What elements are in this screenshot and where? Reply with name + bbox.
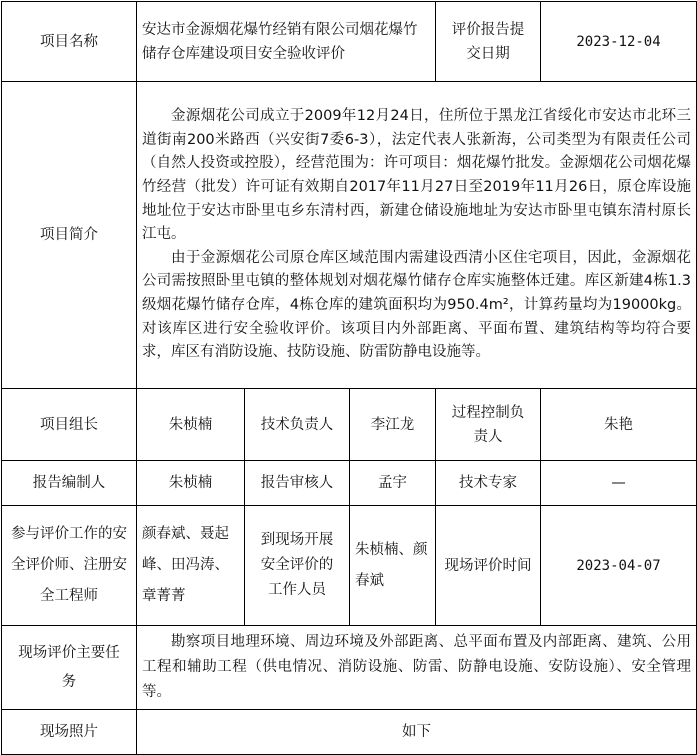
tech-expert-label: 技术专家 [436, 461, 541, 506]
onsite-tasks-value: 勘察项目地理环境、周边环境及外部距离、总平面布置及内部距离、建筑、公用工程和辅助工程（供电情况、消防设施、防雷、防静电设施、安防设施）、安全管理等。 [142, 634, 692, 700]
onsite-staff-label: 到现场开展安全评价的工作人员 [245, 506, 350, 626]
tech-lead-label: 技术负责人 [245, 389, 350, 461]
onsite-time-label: 现场评价时间 [436, 506, 541, 626]
tech-expert-value: — [541, 461, 697, 506]
report-date-value: 2023-12-04 [541, 2, 697, 82]
assessors-value: 颜春斌、聂起峰、田冯涛、章菁菁 [137, 506, 245, 626]
process-control-lead-value: 朱艳 [541, 389, 697, 461]
team-leader-value: 朱桢楠 [137, 389, 245, 461]
onsite-tasks-label: 现场评价主要任务 [2, 626, 137, 710]
report-author-value: 朱桢楠 [137, 461, 245, 506]
project-name-label: 项目名称 [2, 2, 137, 82]
report-reviewer-value: 孟宇 [350, 461, 436, 506]
row-project-name [2, 2, 697, 82]
report-author-label: 报告编制人 [2, 461, 137, 506]
row-team-leader [2, 389, 697, 461]
project-intro-paragraph-1: 金源烟花公司成立于2009年12月24日，住所位于黑龙江省绥化市安达市北环三道街南200米路西（兴安街7委6-3），法定代表人张新海，公司类型为有限责任公司（自然人投资或控股），经营范围为：许可项目：烟花爆竹批发。金源烟花公司烟花爆竹经营（批发）许可证有效期自2017年11月27日至2019年11月26日，原仓库设施地址位于安达市卧里屯乡东清村西，新建仓储设施地址为安达市卧里屯镇东清村原长江屯。 [142, 108, 692, 243]
row-project-intro [2, 82, 697, 389]
assessors-label: 参与评价工作的安全评价师、注册安全工程师 [2, 506, 137, 626]
process-control-lead-label: 过程控制负责人 [436, 389, 541, 461]
project-name-value: 安达市金源烟花爆竹经销有限公司烟花爆竹储存仓库建设项目安全验收评价 [137, 2, 436, 82]
project-intro-body [137, 82, 697, 389]
report-reviewer-label: 报告审核人 [245, 461, 350, 506]
report-date-label: 评价报告提交日期 [436, 2, 541, 82]
onsite-staff-value: 朱桢楠、颜春斌 [350, 506, 436, 626]
project-intro-label: 项目简介 [2, 82, 137, 389]
onsite-time-value: 2023-04-07 [541, 506, 697, 626]
team-leader-label: 项目组长 [2, 389, 137, 461]
project-intro-paragraph-2: 由于金源烟花公司原仓库区域范围内需建设西清小区住宅项目，因此，金源烟花公司需按照卧里屯镇的整体规划对烟花爆竹储存仓库实施整体迁建。库区新建4栋1.3级烟花爆竹储存仓库，4栋仓库的建筑面积均为950.4m²，计算药量均为19000kg。对该库区进行安全验收评价。该项目内外部距离、平面布置、建筑结构等均符合要求，库区有消防设施、技防设施、防雷防静电设施等。 [142, 249, 692, 361]
row-report-author [2, 461, 697, 506]
row-onsite-tasks [2, 626, 697, 710]
project-info-table [1, 1, 697, 755]
row-onsite-photos [2, 710, 697, 755]
row-assessors [2, 506, 697, 626]
onsite-tasks-cell [137, 626, 697, 710]
tech-lead-value: 李江龙 [350, 389, 436, 461]
onsite-photos-label: 现场照片 [2, 710, 137, 755]
onsite-photos-value: 如下 [137, 710, 697, 755]
